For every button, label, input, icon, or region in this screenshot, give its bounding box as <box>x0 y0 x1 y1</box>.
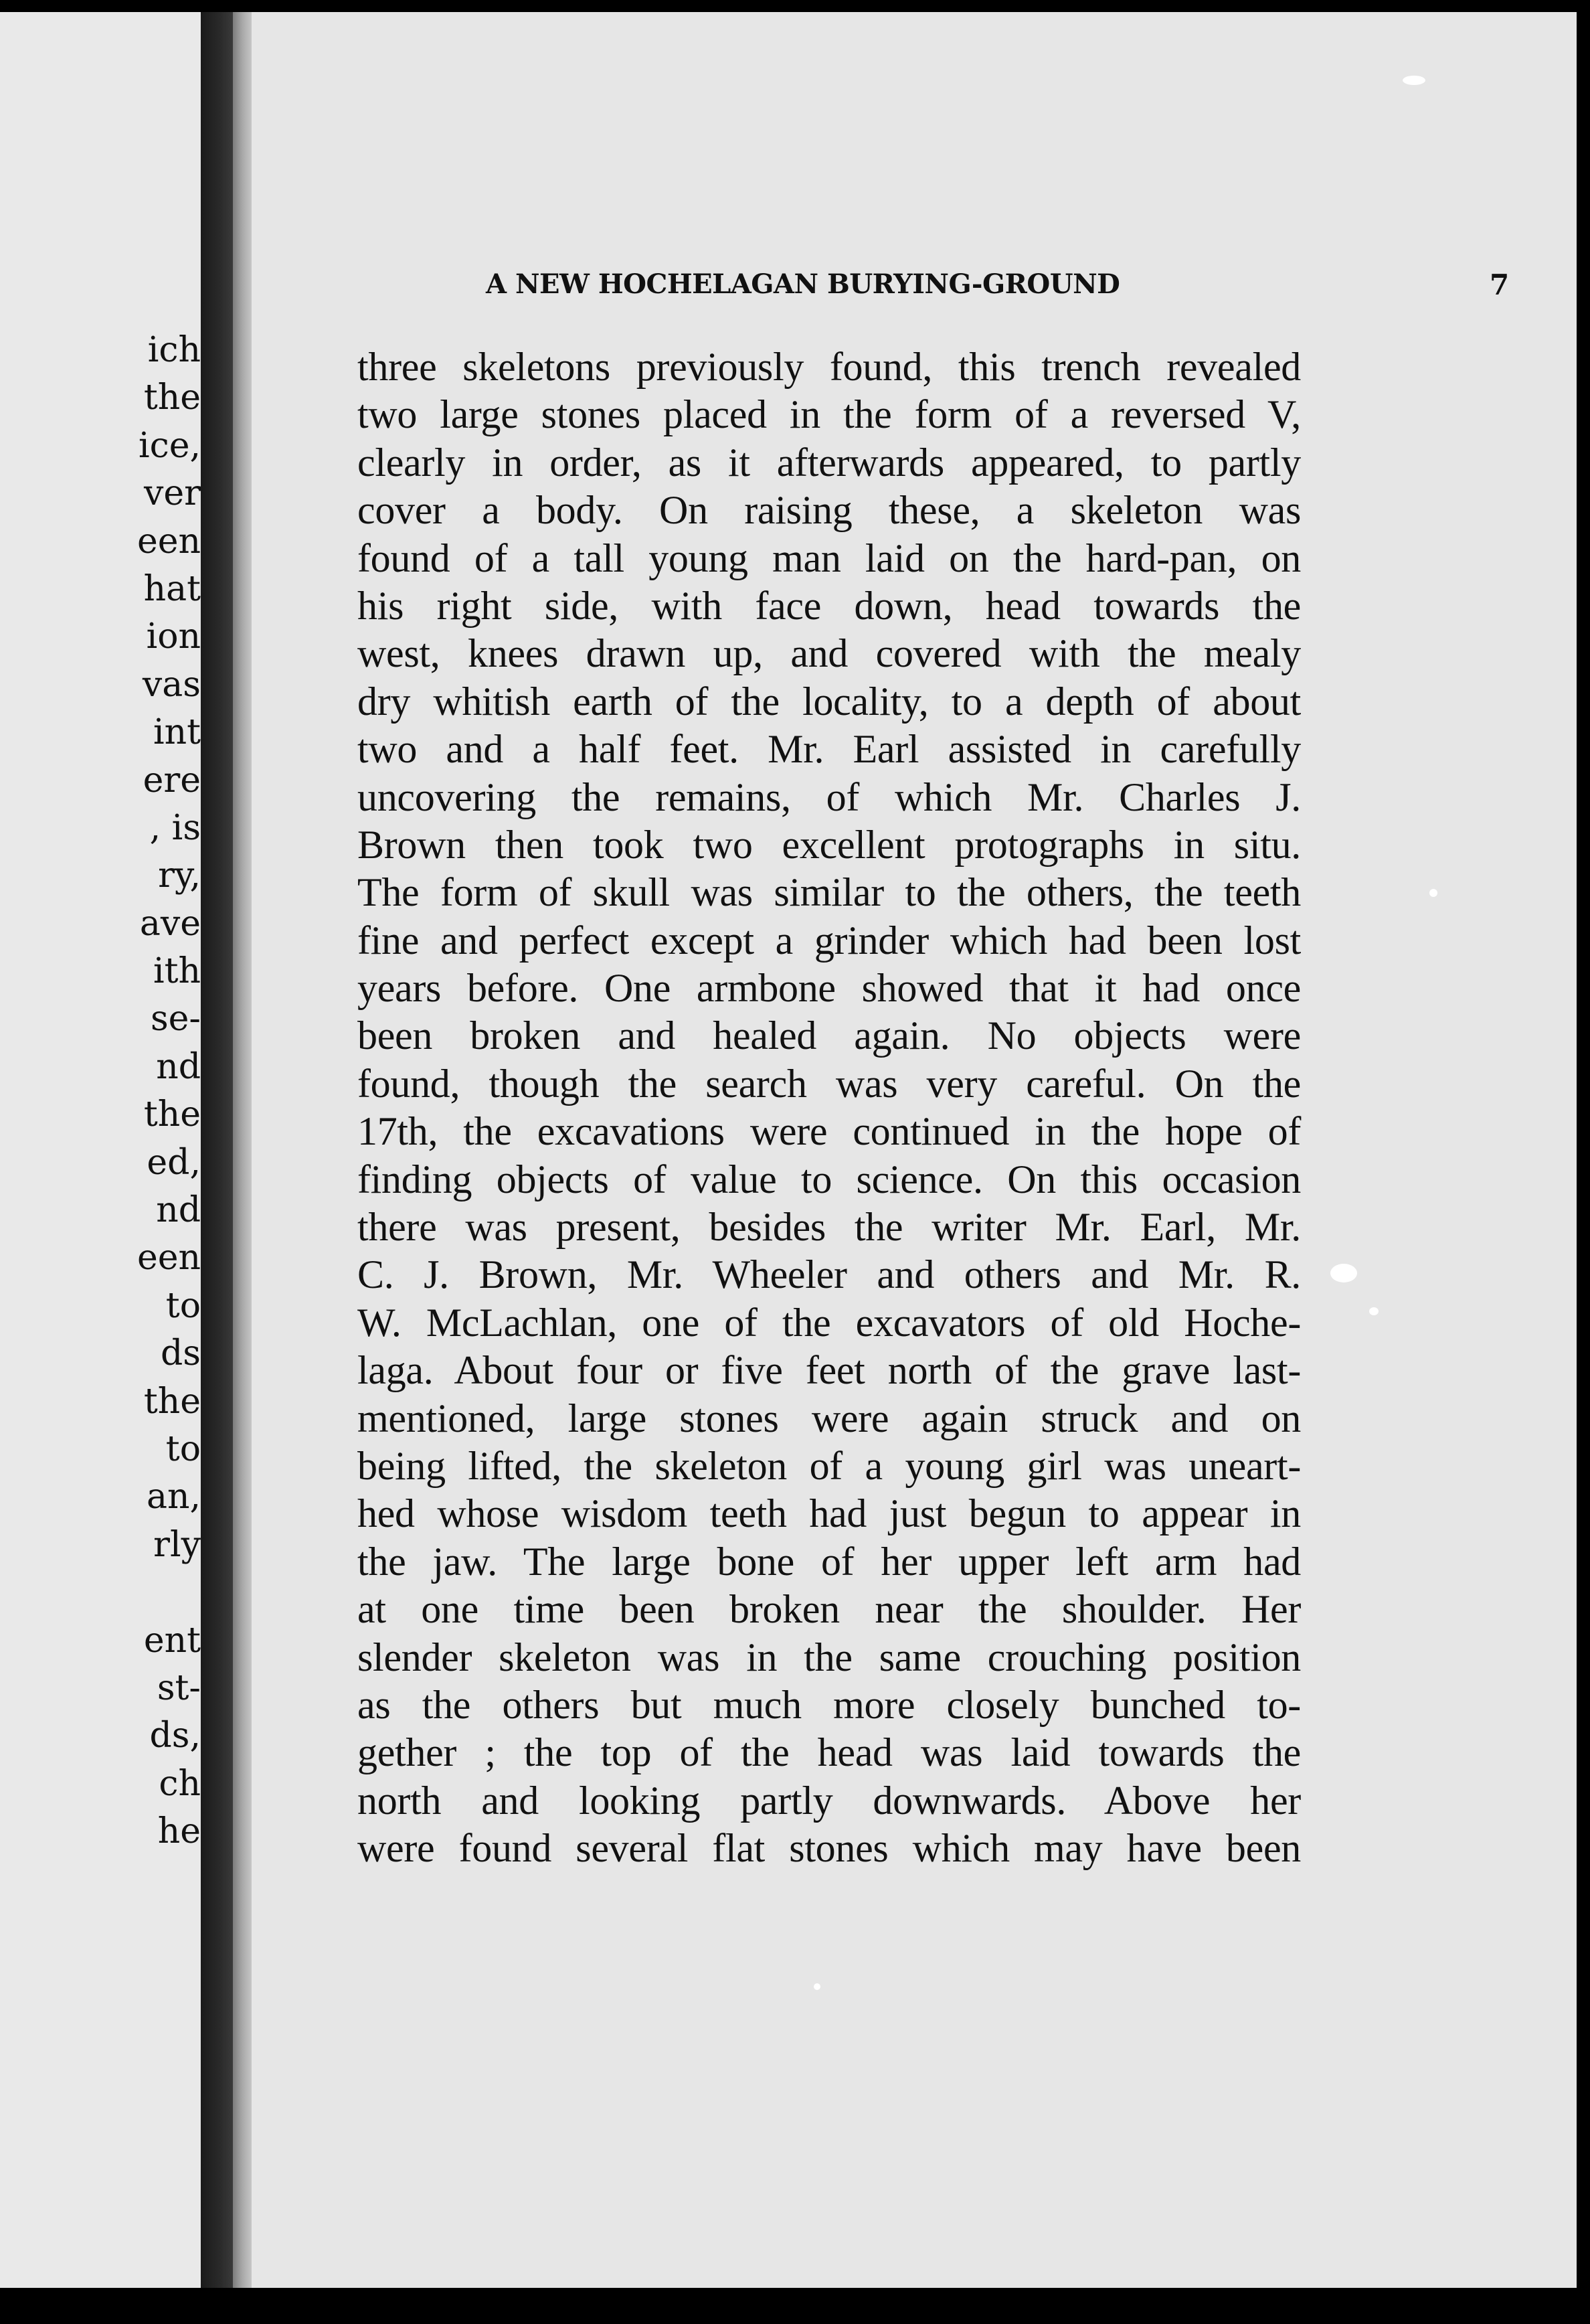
previous-page-line: nd <box>156 1046 201 1087</box>
previous-page-line: st- <box>157 1667 201 1708</box>
text-line: found, though the search was very careful. On the <box>357 1061 1301 1106</box>
text-line: C. J. Brown, Mr. Wheeler and others and Mr. R. <box>357 1252 1301 1297</box>
previous-page-line: int <box>153 712 201 753</box>
scan-speck <box>1330 1264 1357 1282</box>
page-number: 7 <box>1490 268 1509 301</box>
text-line: being lifted, the skeleton of a young girl was uneart- <box>357 1443 1301 1488</box>
previous-page-line: ich <box>147 330 201 370</box>
previous-page-line: ry, <box>158 855 201 896</box>
previous-page-line: ent <box>143 1620 201 1661</box>
previous-page-line: ver <box>143 473 201 514</box>
text-line: been broken and healed again. No objects were <box>357 1013 1301 1058</box>
text-line: slender skeleton was in the same crouching position <box>357 1635 1301 1679</box>
previous-page-line: , is <box>149 807 201 848</box>
text-line: the jaw. The large bone of her upper left arm had <box>357 1539 1301 1584</box>
previous-page-line <box>0 1569 201 1616</box>
text-line: north and looking partly downwards. Above her <box>357 1778 1301 1823</box>
previous-page-line: to <box>165 1285 201 1326</box>
previous-page-line: nd <box>156 1190 201 1231</box>
previous-page-line: vas <box>142 664 201 705</box>
text-line: 17th, the excavations were continued in the hope of <box>357 1109 1301 1154</box>
previous-page-line: the <box>143 1381 201 1422</box>
text-line: there was present, besides the writer Mr. Earl, Mr. <box>357 1205 1301 1250</box>
text-line: at one time been broken near the shoulder. Her <box>357 1587 1301 1632</box>
scan-speck <box>1429 889 1437 897</box>
running-head-title: A NEW HOCHELAGAN BURYING-GROUND <box>486 268 1120 300</box>
text-line: hed whose wisdom teeth had just begun to appear in <box>357 1491 1301 1536</box>
text-line: mentioned, large stones were again struck and on <box>357 1396 1301 1440</box>
previous-page-fragment <box>0 12 201 2288</box>
binding-shadow <box>233 12 252 2288</box>
book-page <box>252 12 1577 2288</box>
text-line: cover a body. On raising these, a skeleton was <box>357 488 1301 533</box>
previous-page-line: to <box>165 1428 201 1469</box>
previous-page-line: ion <box>146 616 201 657</box>
previous-page-line: ch <box>159 1763 201 1804</box>
text-line: uncovering the remains, of which Mr. Charles J. <box>357 774 1301 819</box>
text-line: The form of skull was similar to the others, the teeth <box>357 870 1301 915</box>
previous-page-line: rly <box>153 1524 201 1565</box>
previous-page-line: an, <box>146 1477 201 1517</box>
text-line: three skeletons previously found, this trench revealed <box>357 345 1301 389</box>
previous-page-line: se- <box>150 999 201 1040</box>
previous-page-line: he <box>157 1811 201 1852</box>
text-line: fine and perfect except a grinder which had been lost <box>357 918 1301 963</box>
previous-page-line: ith <box>153 951 201 992</box>
text-line: two and a half feet. Mr. Earl assisted in carefully <box>357 727 1301 772</box>
scan-speck <box>1403 76 1425 85</box>
text-line: finding objects of value to science. On this occasion <box>357 1157 1301 1201</box>
text-line: two large stones placed in the form of a reversed V, <box>357 392 1301 437</box>
text-line: were found several flat stones which may have been <box>357 1826 1301 1871</box>
previous-page-line: ave <box>139 903 201 944</box>
page-gutter <box>201 12 233 2288</box>
previous-page-line: hat <box>143 568 201 609</box>
scan-speck <box>814 1983 820 1990</box>
text-line: as the others but much more closely bunched to- <box>357 1682 1301 1727</box>
text-line: west, knees drawn up, and covered with the mealy <box>357 631 1301 676</box>
text-line: his right side, with face down, head towards the <box>357 583 1301 628</box>
previous-page-line: ice, <box>138 425 201 466</box>
text-line: years before. One armbone showed that it had once <box>357 966 1301 1011</box>
previous-page-line-endings <box>0 327 201 1856</box>
text-line: Brown then took two excellent protographs in situ. <box>357 822 1301 867</box>
previous-page-line: the <box>143 378 201 418</box>
text-line: clearly in order, as it afterwards appeared, to partly <box>357 440 1301 485</box>
previous-page-line: ere <box>143 760 201 801</box>
text-line: found of a tall young man laid on the hard-pan, on <box>357 535 1301 580</box>
text-line: gether ; the top of the head was laid towards the <box>357 1730 1301 1775</box>
scan-speck <box>1369 1307 1379 1315</box>
previous-page-line: een <box>137 521 201 562</box>
previous-page-line: ds <box>161 1333 201 1374</box>
text-line: laga. About four or five feet north of the grave last- <box>357 1348 1301 1393</box>
previous-page-line: ds, <box>149 1716 201 1756</box>
text-line: W. McLachlan, one of the excavators of old Hoche- <box>357 1300 1301 1345</box>
body-text <box>357 343 1301 1873</box>
previous-page-line: ed, <box>147 1142 201 1183</box>
previous-page-line: the <box>143 1094 201 1135</box>
previous-page-line: een <box>137 1238 201 1278</box>
text-line: dry whitish earth of the locality, to a depth of about <box>357 679 1301 724</box>
